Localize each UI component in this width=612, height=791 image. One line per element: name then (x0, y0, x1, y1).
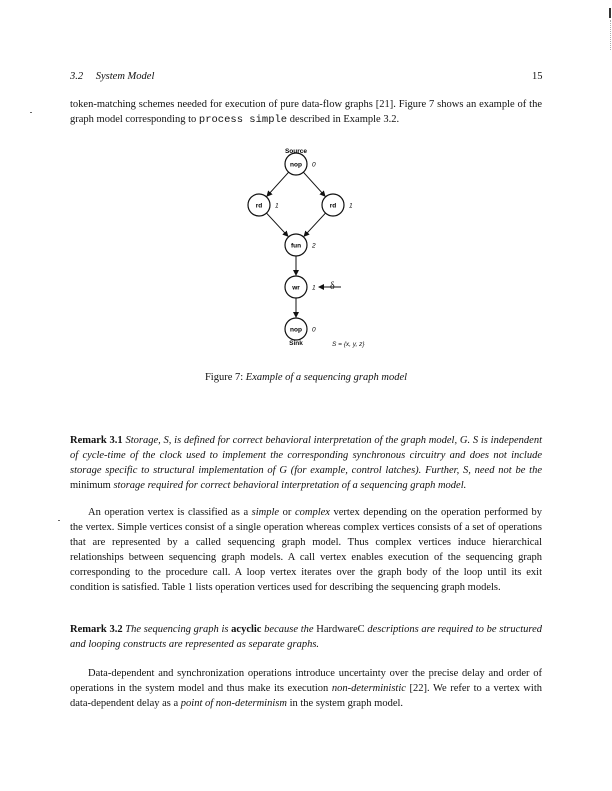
graph-vertex-nop (285, 318, 316, 340)
graph-vertex-rd (322, 194, 353, 216)
vertex-op-label: fun (290, 242, 302, 250)
graph-vertex-nop (285, 153, 316, 175)
vertex-op-label: rd (329, 202, 337, 210)
remark-text-upright: minimum (70, 480, 111, 491)
remark-label: Remark 3.2 (70, 624, 123, 635)
intro-text-end: described in Example 3.2. (287, 114, 400, 125)
graph-vertex-rd (248, 194, 279, 216)
text: in the system graph model. (286, 698, 404, 709)
text: [22]. We refer to a vertex with data-dependent delay as a (70, 683, 542, 709)
emphasis-point-of-non-determinism: point of non-determinism (180, 698, 287, 709)
caption-text: Example of a sequencing graph model (245, 372, 408, 383)
emphasis-complex: complex (294, 507, 330, 518)
sequencing-graph-figure (220, 140, 400, 355)
page-number: 15 (532, 71, 543, 82)
vertex-classification-paragraph (70, 505, 542, 595)
remark-3-2 (70, 622, 542, 652)
intro-text: token-matching schemes needed for execution of pure data-flow graphs [21]. Figure 7 shows an example of the graph model corresponding to (70, 99, 542, 125)
vertex-op-label: wr (292, 284, 300, 292)
vertex-op-label: nop (290, 326, 302, 334)
text: The sequencing graph is (125, 624, 232, 635)
text: vertex depending on the operation performed by the vertex. Simple vertices consist of a single operation whereas complex vertices consists of a set of operations that are represented by a called sequencing graph model. Thus complex vertices induce hierarchical relationships between sequencing graph models. A call vertex enables execution of the sequencing graph corresponding to the procedure call. A loop vertex iterates over the graph body of the loop until its exit condition is satisfied. Table 1 lists operation vertices used for describing the sequencing graph models. (70, 507, 542, 593)
sink-label-text: Sink (289, 340, 303, 347)
delta-label: δ (330, 281, 335, 292)
graph-edge-n0-n2 (303, 172, 325, 196)
vertex-op-label: nop (290, 161, 302, 169)
remark-text: Storage, S, is defined for correct behavioral interpretation of the graph model, G. S is independent of cycle-time of the clock used to implement the corresponding synchronous circuitry and does not include storage specific to structural implementation of G (for example, control latches). Further, S, need not be the (70, 435, 542, 476)
vertex-delay-label: 2 (312, 242, 316, 250)
graph-edge-n1-n3 (266, 213, 287, 236)
scan-edge-mark (609, 8, 611, 18)
vertex-op-label: rd (255, 202, 263, 210)
section-title: System Model (95, 71, 155, 82)
vertex-delay-label: 1 (275, 202, 279, 210)
scan-speck (30, 112, 32, 113)
text: or (279, 507, 295, 518)
emphasis-acyclic: acyclic (231, 624, 262, 635)
figure-caption (0, 372, 612, 383)
hardwarec-term: HardwareC (316, 624, 365, 635)
emphasis-simple: simple (251, 507, 280, 518)
text: descriptions are required to be structured and looping constructs are represented as separate graphs. (70, 624, 543, 650)
code-process-simple: process simple (198, 114, 288, 126)
vertex-delay-label: 0 (312, 326, 316, 334)
vertex-delay-label: 1 (349, 202, 353, 210)
remark-label: Remark 3.1 (70, 435, 123, 446)
graph-edge-n0-n1 (267, 172, 289, 196)
remark-3-1 (70, 433, 542, 493)
remark-text-end: storage required for correct behavioral interpretation of a sequencing graph model. (110, 480, 467, 491)
intro-paragraph (70, 97, 542, 128)
graph-vertex-fun (285, 234, 316, 256)
running-header (70, 71, 154, 82)
graph-vertex-wr (285, 276, 316, 298)
vertex-delay-label: 0 (312, 161, 316, 169)
text: because the (261, 624, 317, 635)
emphasis-non-deterministic: non-deterministic (331, 683, 406, 694)
source-label: Source (284, 148, 308, 155)
graph-edge-n2-n3 (304, 213, 325, 236)
text: Data-dependent and synchronization operations introduce uncertainty over the precise delay and order of operations in the system model and thus make its execution (70, 668, 542, 694)
caption-prefix: Figure 7: (204, 372, 244, 383)
non-determinism-paragraph (70, 666, 542, 711)
section-number: 3.2 (70, 71, 84, 82)
vertex-delay-label: 1 (312, 284, 316, 292)
storage-set-label: S = {x, y, z} (332, 341, 365, 348)
text: An operation vertex is classified as a (88, 507, 252, 518)
scan-speck (58, 520, 60, 521)
